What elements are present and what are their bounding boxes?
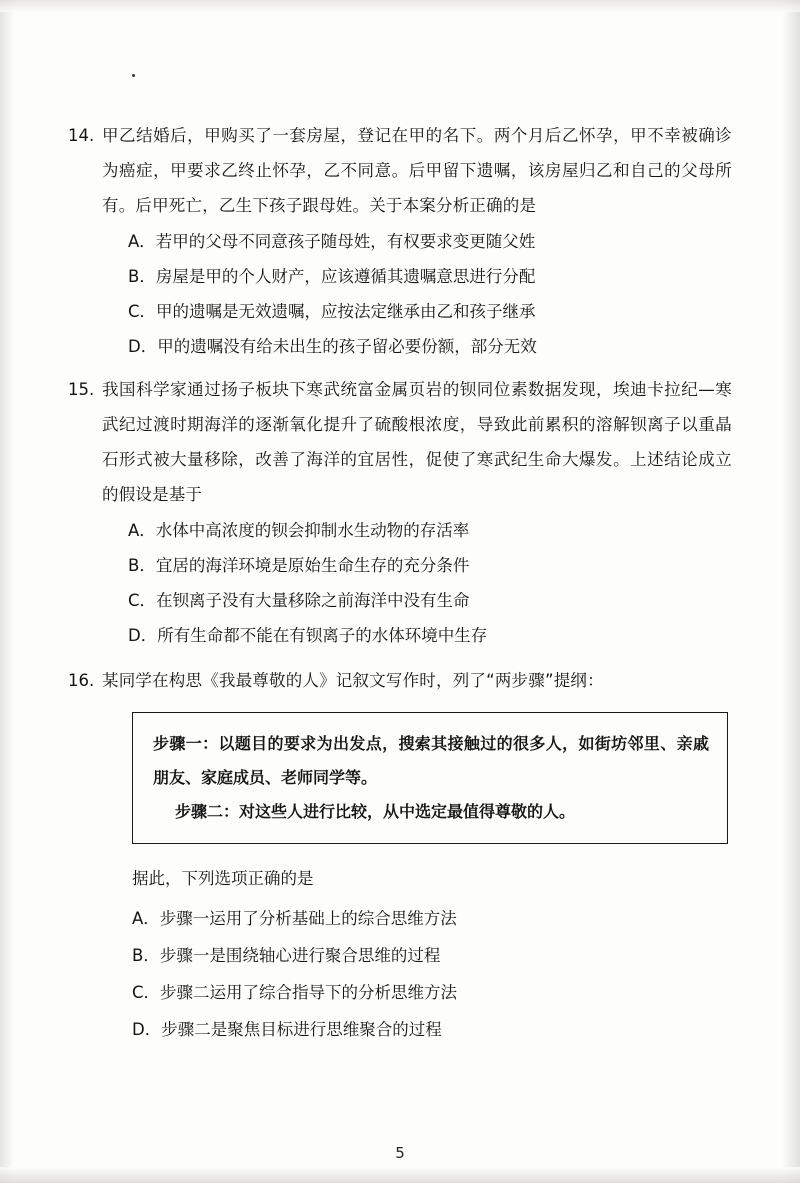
question-16-option-d[interactable] [102,1011,732,1048]
option-label: B． [132,946,160,965]
option-text: 甲的遗嘱没有给未出生的孩子留必要份额，部分无效 [157,337,537,356]
option-label: D． [128,626,158,645]
question-14-options [102,224,732,364]
option-label: C． [132,983,161,1002]
outline-step-one: 步骤一：以题目的要求为出发点，搜索其接触过的很多人，如街坊邻里、亲戚朋友、家庭成员、老师同学等。 [153,734,709,787]
question-16-prompt: 据此，下列选项正确的是 [132,869,314,888]
option-text: 在钡离子没有大量移除之前海洋中没有生命 [156,591,470,610]
question-15-number: 15. [68,380,95,399]
option-label: A． [128,521,156,540]
question-16-option-b[interactable] [102,937,732,974]
option-text: 所有生命都不能在有钡离子的水体环境中生存 [157,626,488,645]
option-text: 宜居的海洋环境是原始生命生存的充分条件 [155,556,470,575]
option-text: 步骤一是围绕轴心进行聚合思维的过程 [159,946,441,965]
outline-step-two: 步骤二：对这些人进行比较，从中选定最值得尊敬的人。 [175,802,576,821]
question-14-option-a[interactable] [102,224,732,259]
option-text: 甲的遗嘱是无效遗嘱，应按法定继承由乙和孩子继承 [156,302,536,321]
scan-edge-bottom [0,1167,800,1183]
option-text: 步骤二运用了综合指导下的分析思维方法 [160,983,458,1002]
option-label: A． [132,909,160,928]
question-14-stem: 甲乙结婚后，甲购买了一套房屋，登记在甲的名下。两个月后乙怀孕，甲不幸被确诊为癌症，甲要求乙终止怀孕，乙不同意。后甲留下遗嘱，该房屋归乙和自己的父母所有。后甲死亡，乙生下孩子跟母姓。关于本案分析正确的是 [102,126,732,215]
question-15-option-b[interactable] [102,548,732,583]
scan-edge-top [0,0,800,12]
question-15-stem: 我国科学家通过扬子板块下寒武统富金属页岩的钡同位素数据发现，埃迪卡拉纪—寒武纪过渡时期海洋的逐渐氧化提升了硫酸根浓度，导致此前累积的溶解钡离子以重晶石形式被大量移除，改善了海洋的宜居性，促使了寒武纪生命大爆发。上述结论成立的假设是基于 [102,380,732,504]
question-14-option-b[interactable] [102,259,732,294]
question-15-option-d[interactable] [102,618,732,653]
scan-edge-left [0,0,14,1183]
option-text: 步骤一运用了分析基础上的综合思维方法 [159,909,457,928]
question-list [68,118,732,1050]
option-label: D． [132,1020,162,1039]
question-14-option-c[interactable] [102,294,732,329]
question-15-options [102,513,732,653]
question-16-option-a[interactable] [102,900,732,937]
option-text: 若甲的父母不同意孩子随母姓，有权要求变更随父姓 [155,232,536,251]
question-15 [68,372,732,653]
scan-edge-right [782,0,800,1183]
option-label: B． [128,556,156,575]
scan-artifact-dot [132,74,135,77]
option-label: C． [128,302,157,321]
question-14 [68,118,732,364]
option-label: D． [128,337,158,356]
question-14-number: 14. [68,126,95,145]
question-16-stem: 某同学在构思《我最尊敬的人》记叙文写作时，列了“两步骤”提纲： [102,671,604,690]
question-15-option-a[interactable] [102,513,732,548]
question-14-option-d[interactable] [102,329,732,364]
question-15-option-c[interactable] [102,583,732,618]
question-16-outline-box [132,712,728,844]
question-16-option-c[interactable] [102,974,732,1011]
option-text: 水体中高浓度的钡会抑制水生动物的存活率 [155,521,470,540]
option-text: 房屋是甲的个人财产，应该遵循其遗嘱意思进行分配 [155,267,536,286]
question-16 [68,663,732,1048]
question-16-options [102,900,732,1048]
option-label: C． [128,591,157,610]
option-label: A． [128,232,156,251]
question-16-number: 16. [68,671,95,690]
option-label: B． [128,267,156,286]
option-text: 步骤二是聚焦目标进行思维聚合的过程 [161,1020,442,1039]
page-number: 5 [395,1144,405,1162]
